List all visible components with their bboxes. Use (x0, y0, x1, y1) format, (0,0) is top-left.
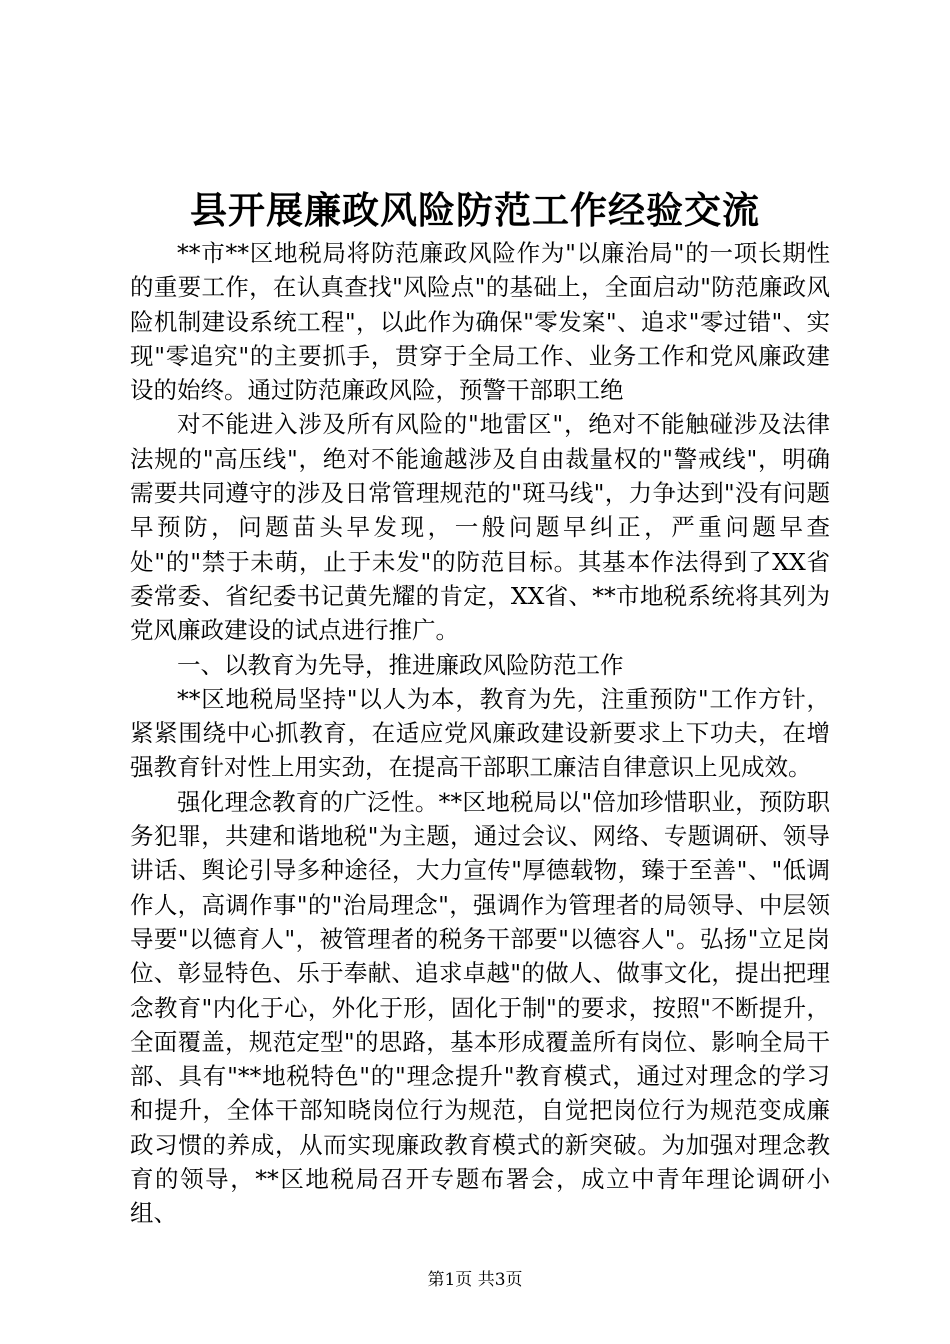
document-title: 县开展廉政风险防范工作经验交流 (190, 188, 760, 232)
paragraph-education-policy: **区地税局坚持"以人为本，教育为先，注重预防"工作方针，紧紧围绕中心抓教育，在适应党风廉政建设新要求上下功夫，在增强教育针对性上用实劲，在提高干部职工廉洁自律意识上见成效。 (130, 684, 830, 782)
document-body (130, 236, 830, 1231)
section-heading-education: 一、以教育为先导，推进廉政风险防范工作 (177, 650, 624, 679)
paragraph-concept-education: 强化理念教育的广泛性。**区地税局以"倍加珍惜职业，预防职务犯罪，共建和谐地税"为主题，通过会议、网络、专题调研、领导讲话、舆论引导多种途径，大力宣传"厚德载物，臻于至善"、"低调作人，高调作事"的"治局理念"，强调作为管理者的局领导、中层领导要"以德育人"，被管理者的税务干部要"以德容人"。弘扬"立足岗位、彰显特色、乐于奉献、追求卓越"的做人、做事文化，提出把理念教育"内化于心，外化于形，固化于制"的要求，按照"不断提升，全面覆盖，规范定型"的思路，基本形成覆盖所有岗位、影响全局干部、具有"**地税特色"的"理念提升"教育模式，通过对理念的学习和提升，全体干部知晓岗位行为规范，自觉把岗位行为规范变成廉政习惯的养成，从而实现廉政教育模式的新突破。为加强对理念教育的领导，**区地税局召开专题布署会，成立中青年理论调研小组、 (130, 787, 830, 1228)
page-number: 第1页 共3页 (427, 1270, 523, 1290)
paragraph-intro: **市**区地税局将防范廉政风险作为"以廉治局"的一项长期性的重要工作，在认真查找"风险点"的基础上，全面启动"防范廉政风险机制建设系统工程"，以此作为确保"零发案"、追求"零过错"、实现"零追究"的主要抓手，贯穿于全局工作、业务工作和党风廉政建设的始终。通过防范廉政风险，预警干部职工绝 (130, 239, 830, 405)
paragraph-prevention-goals: 对不能进入涉及所有风险的"地雷区"，绝对不能触碰涉及法律法规的"高压线"，绝对不能逾越涉及自由裁量权的"警戒线"，明确需要共同遵守的涉及日常管理规范的"斑马线"，力争达到"没有问题早预防，问题苗头早发现，一般问题早纠正，严重问题早查处"的"禁于未萌，止于未发"的防范目标。其基本作法得到了XX省委常委、省纪委书记黄先耀的肯定，XX省、**市地税系统将其列为党风廉政建设的试点进行推广。 (130, 410, 830, 645)
